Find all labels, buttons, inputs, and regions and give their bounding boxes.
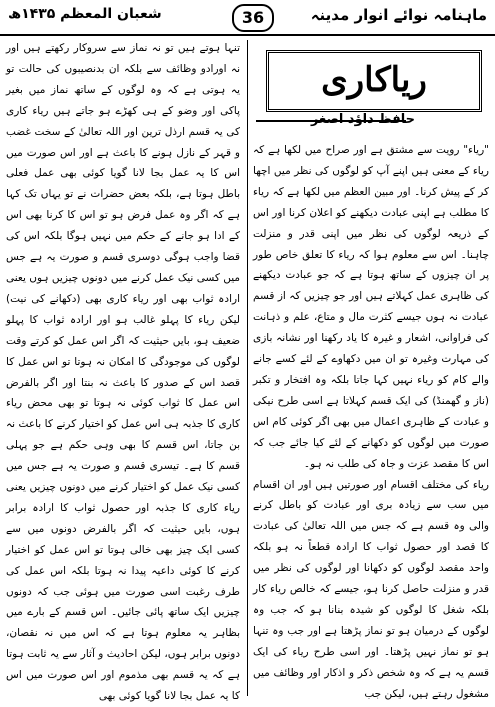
page-header xyxy=(0,0,495,36)
article-title: ریاکاری xyxy=(321,60,427,100)
magazine-title: ماہنامہ نوائے انوار مدینہ xyxy=(310,6,487,24)
paragraph: تنہا ہوتے ہیں تو نہ نماز سے سروکار رکھتے ہیں اور نہ اورادو وظائف سے بلکہ ان بدنصیبوں کی حالت تو یہ ہوتی ہے کہ وہ لوگوں کے ساتھ نماز میں بغیر پاکی اور وضو کے ہی کھڑے ہو جاتے ہیں ریاء کاری کی یہ قسم ارذل ترین اور اللہ تعالیٰ کے سخت غضب و قہر کے نازل ہونے کا باعث ہے اور اس صورت میں اس کا یہ عمل بجا لانا گویا کوئی بھی عمل فعلی باطل ہوتا ہے، بلکہ بعض حضرات نے تو یہاں تک کہا ہے کہ اگر وہ عمل فرض ہو تو اس کا کرنا بھی اس کے ادا ہو جانے کے حکم میں نہیں ہوگا بلکہ اس کی قضا واجب ہوگی دوسری قسم و صورت یہ ہے جس میں کسی نیک عمل کرنے میں دونوں چیزیں ہوں یعنی ارادہ ثواب بھی اور ریاء کاری بھی (دکھانے کی نیت) لیکن ریاء کا پہلو غالب ہو اور ارادہ ثواب کا پہلو ضعیف ہو، بایں حیثیت کہ اگر اس عمل کو کرتے وقت لوگوں کی موجودگی کا امکان نہ ہوتا تو اس عمل کا قصد اس کے صدور کا باعث نہ بنتا اور اگر بالفرض اس عمل کا ثواب کوئی نہ ہوتا تو بھی محض ریاء کاری کا جذبہ ہی اس عمل کو اختیار کرنے کا باعث نہ بن جاتا، اس قسم کا بھی وہی حکم ہے جو پہلی قسم کا ہے۔ تیسری قسم و صورت یہ ہے جس میں کسی نیک عمل کو اختیار کرنے میں دونوں چیزیں یعنی ریاء کاری کا جذبہ اور حصول ثواب کا ارادہ برابر ہوں، بایں حیثیت کہ اگر بالفرض دونوں میں سے کسی ایک چیز بھی خالی ہوتا تو اس عمل کو اختیار کرنے کا کوئی داعیہ پیدا نہ ہوتا بلکہ اس عمل کی طرف رغبت اسی صورت میں ہوئی جب کہ دونوں چیزیں ایک ساتھ پائی جائیں۔ اس قسم کے بارے میں بظاہر یہ معلوم ہوتا ہے کہ اس میں نہ نقصان، دونوں برابر ہوں، لیکن احادیث و آثار سے یہ ثابت ہوتا ہے کہ یہ قسم بھی مذموم اور اس صورت میں اس کا یہ عمل بجا لانا گویا کوئی بھی xyxy=(6,42,240,703)
issue-date: شعبان المعظم ۱۴۳۵ھ xyxy=(8,6,162,22)
article-author: حافظ داؤد اصغر xyxy=(310,112,415,127)
paragraph: ریاء کی مختلف اقسام اور صورتیں ہیں اور ان اقسام میں سب سے زیادہ بری اور عبادت کو باطل کرنے والی وہ قسم ہے کہ جس میں اللہ تعالیٰ کی عبادت کا قصد اور حصول ثواب کا ارادہ قطعاً نہ ہو بلکہ واحد مقصد لوگوں کو دکھانا اور لوگوں کی نظر میں قدر و منزلت حاصل کرنا ہو، جیسے کہ خالص ریاء کار بلکہ شغل کا لوگوں کو شیدہ بنانا ہو کہ جب وہ لوگوں کے درمیان ہو تو نماز پڑھتا ہے اور جب وہ تنہا ہو تو نماز نہیں پڑھتا۔ اور اسی طرح ریاء کی ایک قسم یہ ہے کہ وہ شخص ذکر و اذکار اور وظائف میں مشغول رہتے ہیں، لیکن جب xyxy=(253,478,489,700)
paragraph: "ریاء" رویت سے مشتق ہے اور صراح میں لکھا ہے کہ ریاء کے معنی ہیں اپنے آپ کو لوگوں کی نظر میں اچھا کر کے پیش کرنا۔ اور مبین العظم میں لکھا ہے کہ ریاء کا مطلب ہے اپنی عبادت دیکھنے کو اعلان کرنا اور اس کے ذریعہ لوگوں کی نظر میں اپنی قدر و منزلت چاہنا۔ اس سے معلوم ہوا کہ ریاء کا تعلق خاص طور پر ان چیزوں کے ساتھ ہوتا ہے کہ جو عبادت دیکھنے کی ظاہری عمل کہلاتے ہیں اور جو چیزیں کہ از قسم عبادت نہ ہوں جیسے کثرت مال و متاع، علم و ذہانت کی فراوانی، اشعار و غیرہ کا یاد رکھنا اور نشانہ بازی کی مہارت وغیرہ تو ان میں دکھاوے کے لئے کسے جانے والے کام کو ریاء نہیں کہا جاتا بلکہ وہ افتخار و تکبر (ناز و گھمنڈ) کی ایک قسم کہلاتا ہے اسی طرح نیکی و عبادت کے ظاہری اعمال میں بھی اگر کوئی کام اس صورت میں لوگوں کو دکھانے کے لئے کیا جائے جب کہ اس کا مقصد عزت و جاہ کی طلب نہ ہو۔ xyxy=(253,144,489,470)
page-number: 36 xyxy=(232,4,274,32)
article-title-box xyxy=(266,50,482,112)
right-column xyxy=(253,140,489,704)
left-column xyxy=(6,38,240,707)
column-divider xyxy=(247,40,248,696)
